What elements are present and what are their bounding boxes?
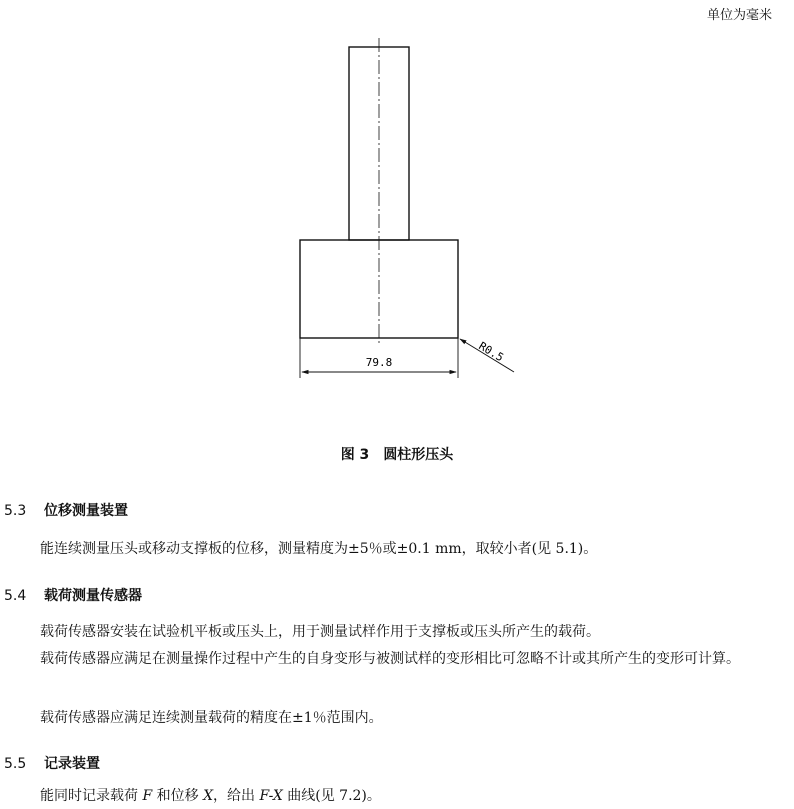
unit-note: 单位为毫米 (706, 8, 772, 23)
symbol-displacement: X (203, 788, 214, 804)
section-number: 5.5 (4, 756, 27, 772)
symbol-load: F (142, 788, 153, 804)
width-dimension-label: 79.8 (365, 356, 393, 369)
paragraph-5-4-3: 载荷传感器应满足连续测量载荷的精度在±1％范围内。 (40, 710, 383, 726)
symbol-curve: F-X (259, 788, 283, 804)
paragraph-text: 和位移 (152, 788, 204, 804)
radius-label: R0.5 (476, 339, 506, 365)
figure-caption-title: 圆柱形压头 (383, 447, 454, 463)
section-title: 记录装置 (44, 756, 100, 772)
paragraph-text: 曲线(见 7.2)。 (282, 788, 381, 804)
paragraph-5-3: 能连续测量压头或移动支撑板的位移，测量精度为±5％或±0.1 mm，取较小者(见 5.1)。 (40, 541, 598, 557)
section-heading-5-4 (4, 585, 142, 605)
paragraph-5-4-2: 载荷传感器应满足在测量操作过程中产生的自身变形与被测试样的变形相比可忽略不计或其所产生的变形可计算。 (40, 651, 740, 667)
paragraph-text: ，给出 (213, 788, 260, 804)
section-number: 5.4 (4, 588, 27, 604)
paragraph-text: 能同时记录载荷 (40, 788, 143, 804)
section-title: 载荷测量传感器 (44, 588, 142, 604)
section-title: 位移测量装置 (44, 503, 128, 519)
figure-caption (0, 444, 794, 464)
paragraph-5-4-1: 载荷传感器安装在试验机平板或压头上，用于测量试样作用于支撑板或压头所产生的载荷。 (40, 624, 600, 640)
paragraph-5-5 (4, 785, 790, 808)
section-heading-5-5 (4, 753, 100, 773)
figure-caption-number: 图 3 (340, 447, 370, 463)
section-heading-5-3 (4, 500, 128, 520)
section-number: 5.3 (4, 503, 27, 519)
